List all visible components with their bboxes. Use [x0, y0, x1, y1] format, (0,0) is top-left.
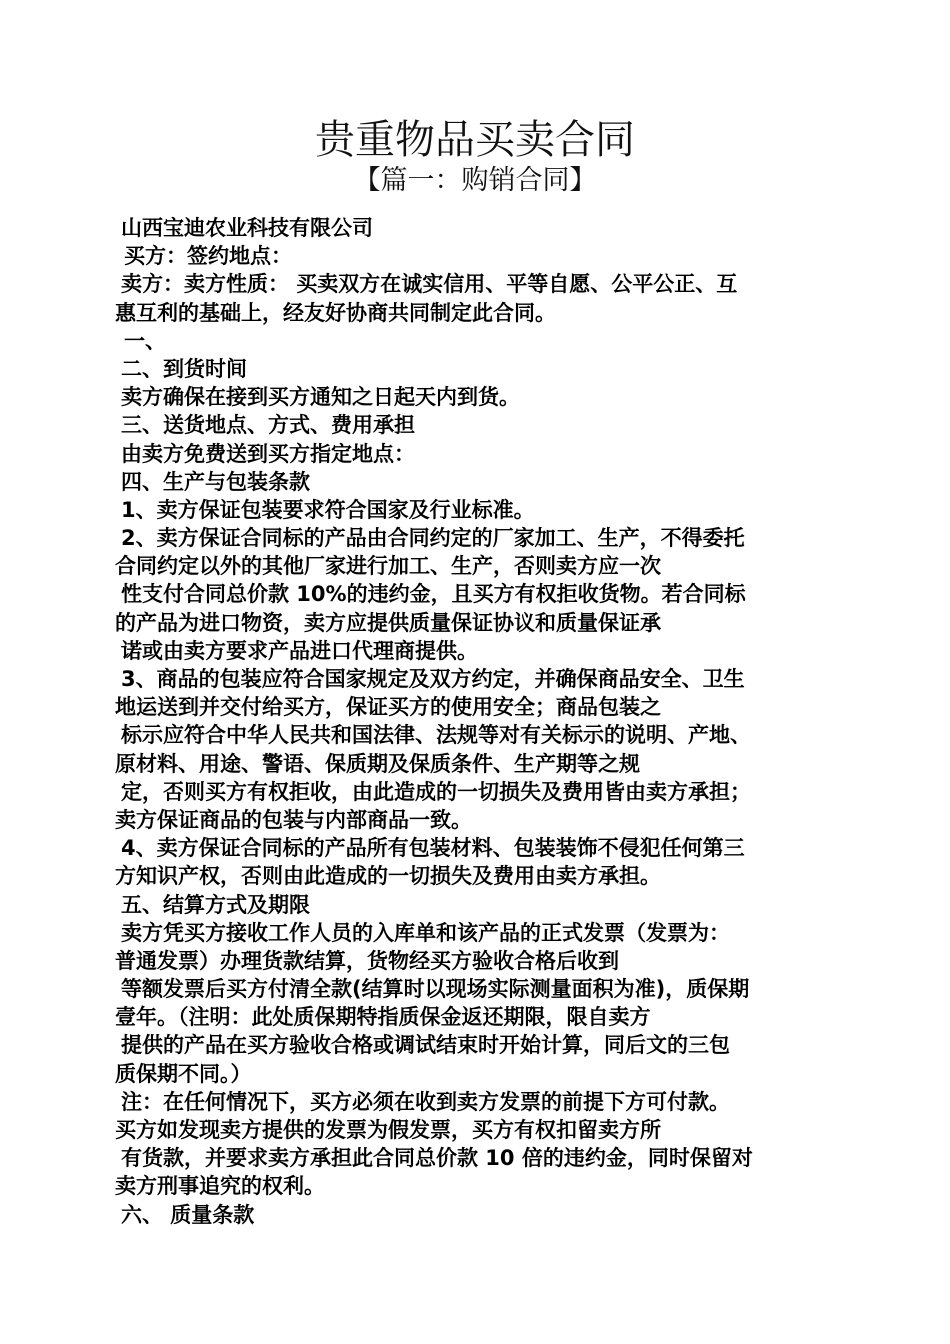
text-line: 二、到货时间: [121, 356, 247, 381]
text-line: 提供的产品在买方验收合格或调试结束时开始计算，同后文的三包: [121, 1033, 730, 1058]
text-line: 卖方刑事追究的权利。: [115, 1174, 325, 1199]
text-line: 三、送货地点、方式、费用承担: [121, 413, 415, 438]
text-line: 卖方：卖方性质： 买卖双方在诚实信用、平等自愿、公平公正、互: [121, 272, 738, 297]
text-line: 2、卖方保证合同标的产品由合同约定的厂家加工、生产，不得委托: [121, 526, 745, 551]
text-line: 壹年。（注明：此处质保期特指质保金返还期限，限自卖方: [115, 1005, 651, 1030]
text-line: 注：在任何情况下，买方必须在收到卖方发票的前提下方可付款。: [121, 1089, 730, 1114]
text-line: 买方：签约地点：: [124, 244, 292, 269]
text-line: 山西宝迪农业科技有限公司: [121, 216, 373, 240]
text-line: 五、结算方式及期限: [121, 892, 310, 917]
text-line: 的产品为进口物资，卖方应提供质量保证协议和质量保证承: [115, 610, 661, 635]
text-line: 标示应符合中华人民共和国法律、法规等对有关标示的说明、产地、: [121, 723, 751, 748]
text-line: 3、商品的包装应符合国家规定及双方约定，并确保商品安全、卫生: [121, 667, 745, 691]
text-line: 卖方确保在接到买方通知之日起天内到货。: [121, 385, 520, 410]
text-line: 1、卖方保证包装要求符合国家及行业标准。: [121, 497, 535, 522]
document-title: 贵重物品买卖合同: [315, 117, 635, 163]
text-line: 合同约定以外的其他厂家进行加工、生产，否则卖方应一次: [115, 554, 661, 579]
text-line: 六、 质量条款: [121, 1202, 255, 1227]
text-line: 地运送到并交付给买方，保证买方的使用安全；商品包装之: [115, 695, 661, 720]
text-line: 四、生产与包装条款: [121, 469, 310, 494]
text-line: 一、: [124, 328, 166, 353]
text-line: 方知识产权，否则由此造成的一切损失及费用由卖方承担。: [115, 864, 661, 889]
text-line: 由卖方免费送到买方指定地点：: [121, 441, 415, 466]
text-line: 买方如发现卖方提供的发票为假发票，买方有权扣留卖方所: [115, 1118, 661, 1142]
text-line: 诺或由卖方要求产品进口代理商提供。: [121, 638, 478, 663]
text-line: 等额发票后买方付清全款(结算时以现场实际测量面积为准)，质保期: [121, 977, 750, 1002]
document-subtitle: 【篇一：购销合同】: [353, 165, 597, 196]
text-line: 普通发票）办理货款结算，货物经买方验收合格后收到: [115, 948, 619, 973]
text-line: 有货款，并要求卖方承担此合同总价款 10 倍的违约金，同时保留对: [121, 1146, 753, 1171]
text-line: 卖方凭买方接收工作人员的入库单和该产品的正式发票（发票为：: [121, 920, 730, 945]
text-line: 惠互利的基础上，经友好协商共同制定此合同。: [115, 300, 556, 325]
text-line: 卖方保证商品的包装与内部商品一致。: [115, 807, 472, 832]
text-line: 性支付合同总价款 10%的违约金，且买方有权拒收货物。若合同标: [121, 582, 746, 607]
text-line: 原材料、用途、警语、保质期及保质条件、生产期等之规: [115, 751, 640, 776]
document-body: [115, 214, 835, 1229]
text-line: 4、卖方保证合同标的产品所有包装材料、包装装饰不侵犯任何第三: [121, 836, 745, 861]
text-line: 质保期不同。）: [115, 1061, 252, 1086]
text-line: 定，否则买方有权拒收，由此造成的一切损失及费用皆由卖方承担；: [121, 779, 751, 804]
